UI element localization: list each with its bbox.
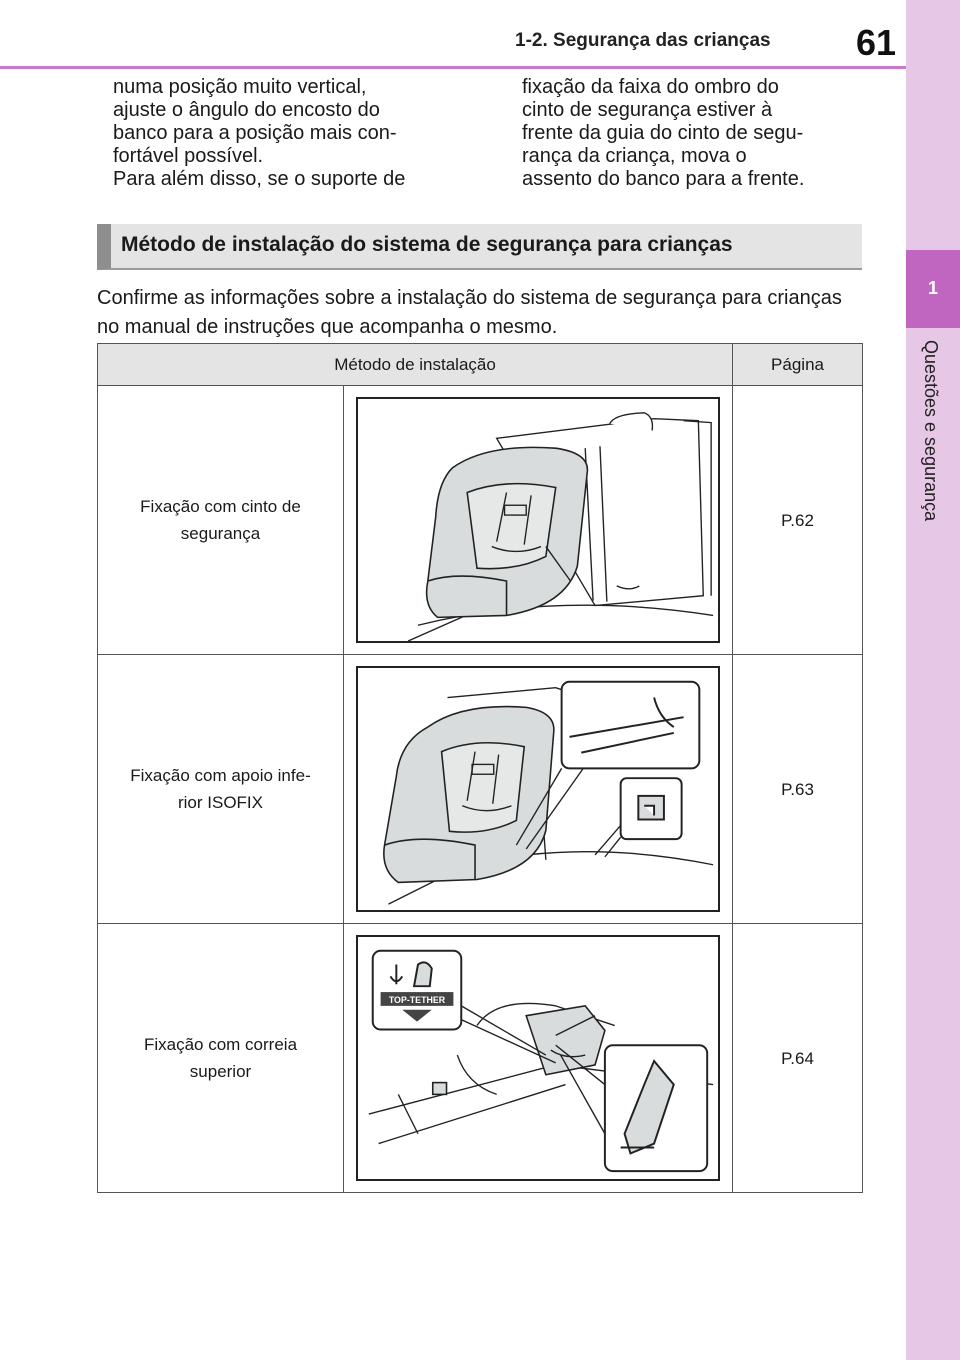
table-row (98, 386, 863, 655)
section-heading: Método de instalação do sistema de segurança para crianças (97, 224, 862, 270)
table-header-row (98, 344, 863, 386)
page-reference[interactable]: P.64 (733, 924, 863, 1193)
illustration-cell (344, 655, 733, 924)
method-line: rior ISOFIX (177, 793, 263, 812)
intro-left-line: Para além disso, se o suporte de (113, 168, 406, 190)
callout-lower (621, 778, 682, 839)
section-body-text: Confirme as informações sobre a instalação do sistema de segurança para crianças no manual de instruções que acompanha o mesmo. (97, 287, 842, 338)
running-header: 1-2. Segurança das crianças (515, 30, 771, 51)
intro-column-left (113, 76, 458, 191)
intro-right-line: fixação da faixa do ombro do (522, 76, 779, 98)
top-tether-symbol (373, 951, 462, 1030)
top-tether-installation-illustration (356, 935, 720, 1181)
intro-column-right (522, 76, 867, 191)
intro-right-line: assento do banco para a frente. (522, 168, 805, 190)
page-number: 61 (856, 22, 897, 63)
header-method: Método de instalação (98, 344, 733, 386)
intro-right-line: rança da criança, mova o (522, 145, 747, 167)
installation-method-table (97, 343, 863, 1193)
illustration-cell (344, 924, 733, 1193)
chapter-number: 1 (927, 278, 938, 298)
top-tether-illustration-svg (358, 937, 718, 1179)
page-reference[interactable]: P.63 (733, 655, 863, 924)
page-reference[interactable]: P.62 (733, 386, 863, 655)
intro-right-line: cinto de segurança estiver à (522, 99, 773, 121)
callout-upper (562, 682, 700, 769)
table-row (98, 655, 863, 924)
intro-left-line: ajuste o ângulo do encosto do (113, 99, 380, 121)
chapter-number-box[interactable] (906, 250, 960, 328)
method-line: superior (189, 1062, 252, 1081)
method-line: Fixação com cinto de (140, 497, 301, 516)
isofix-illustration-svg (358, 668, 718, 910)
method-line: Fixação com apoio infe- (130, 766, 311, 785)
seatbelt-installation-illustration (356, 397, 720, 643)
intro-left-line: fortável possível. (113, 145, 264, 167)
intro-right-line: frente da guia do cinto de segu- (522, 122, 804, 144)
method-cell (98, 924, 344, 1193)
method-line: Fixação com correia (143, 1035, 298, 1054)
child-seat-shape (427, 447, 588, 617)
seatbelt-illustration-svg (358, 399, 718, 641)
chapter-title: Questões e segurança (921, 340, 941, 522)
method-cell (98, 386, 344, 655)
chapter-side-tab (906, 0, 960, 1360)
method-line: segurança (180, 524, 261, 543)
method-cell (98, 655, 344, 924)
header-rule (0, 66, 906, 69)
intro-left-line: banco para a posição mais con- (113, 122, 397, 144)
header-page: Página (733, 344, 863, 386)
intro-left-line: numa posição muito vertical, (113, 76, 367, 98)
top-tether-label: TOP-TETHER (388, 994, 446, 1005)
table-row (98, 924, 863, 1193)
isofix-installation-illustration (356, 666, 720, 912)
callout-tether-hook (605, 1045, 707, 1171)
illustration-cell (344, 386, 733, 655)
